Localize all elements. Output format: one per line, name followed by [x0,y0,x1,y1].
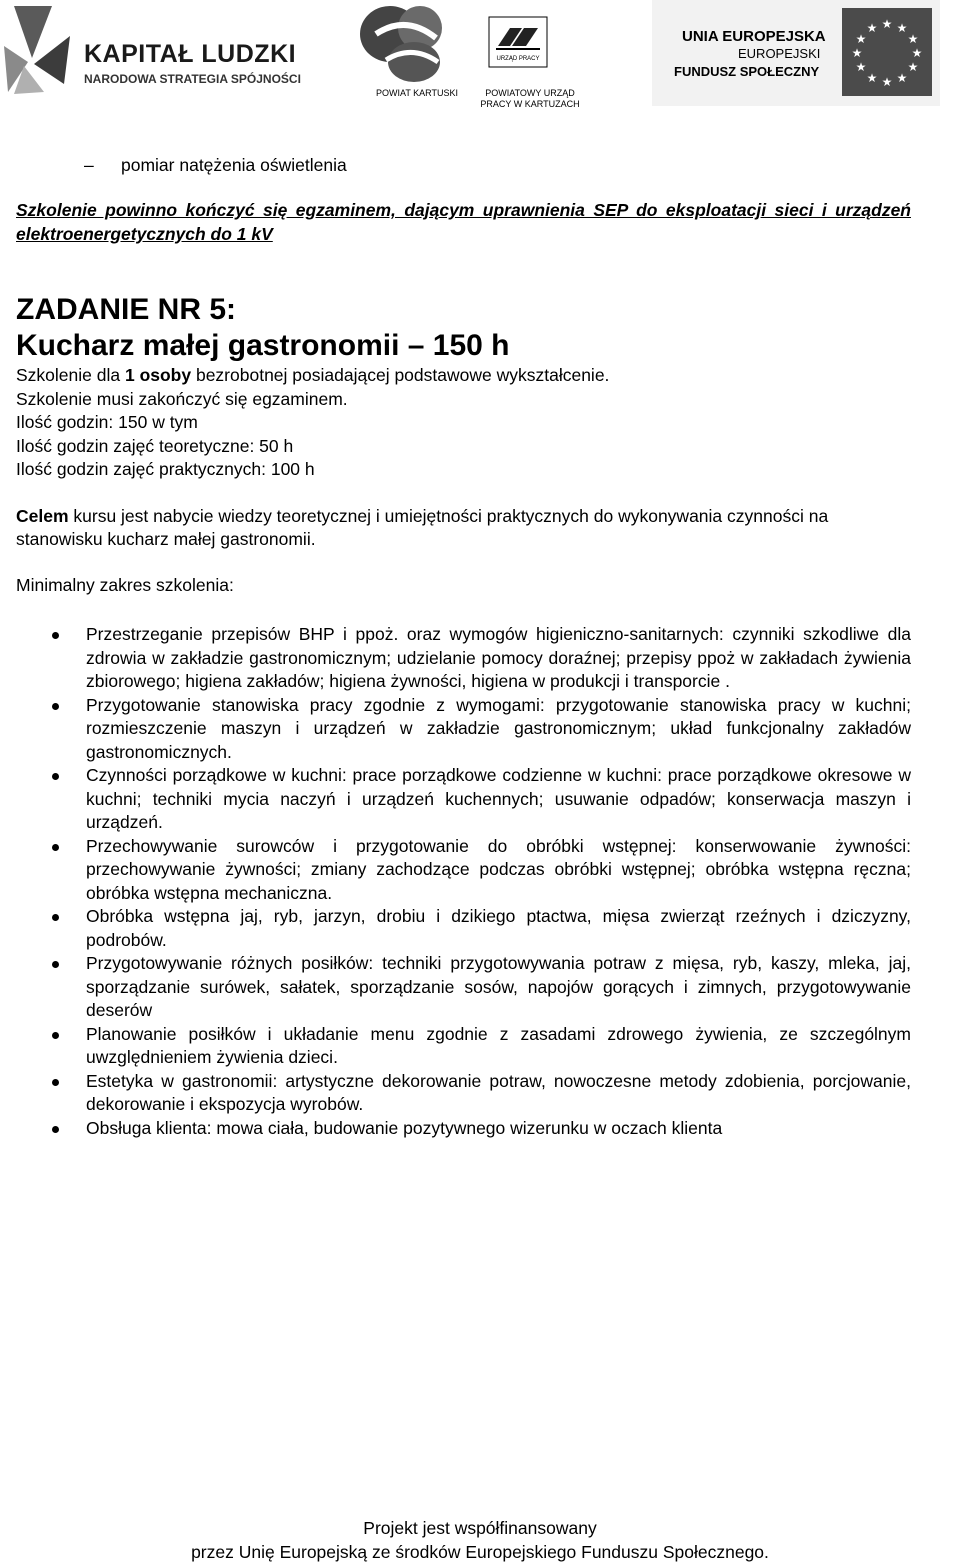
document-body [16,150,911,1140]
exam-line: Szkolenie musi zakończyć się egzaminem. [16,388,348,409]
dash-marker: – [84,155,94,175]
task-number: ZADANIE NR 5: [16,293,237,326]
bullet-icon [52,773,59,780]
bullet-icon [52,1032,59,1039]
scope-heading: Minimalny zakres szkolenia: [16,574,234,595]
participants-line [16,364,911,388]
svg-text:★: ★ [866,21,878,35]
footer-line-1: Projekt jest współfinansowany [363,1518,597,1538]
svg-text:★: ★ [907,60,919,74]
scope-item-text: Przygotowanie stanowiska pracy zgodnie z wymogami: przygotowanie stanowiska pracy w kuchni; rozmieszczenie maszyn i urządzeń w zakładzie gastronomicznym; układ funkcjonalny zakładów gastronomicznych. [86,694,911,762]
scope-list [16,623,911,1140]
svg-text:★: ★ [911,46,923,60]
participants-text-c: bezrobotnej posiadającej podstawowe wykształcenie. [191,365,610,385]
svg-text:★: ★ [881,75,893,89]
scope-item-text: Planowanie posiłków i układanie menu zgodnie z zasadami zdrowego żywienia, ze szczególnym uwzględnieniem żywienia dzieci. [86,1023,911,1067]
scope-item-text: Przechowywanie surowców i przygotowanie do obróbki wstępnej: konserwowanie żywności: przechowywanie żywności; zmiany zachodzące podczas obróbki wstępnej; obróbka wstępna ręczna; obróbka wstępna mechaniczna. [86,835,911,903]
total-hours-line: Ilość godzin: 150 w tym [16,412,198,432]
bullet-icon [52,1126,59,1133]
svg-text:★: ★ [866,71,878,85]
page-header [0,0,960,110]
bullet-icon [52,632,59,639]
bullet-icon [52,1079,59,1086]
svg-text:★: ★ [907,32,919,46]
bullet-icon [52,961,59,968]
bullet-icon [52,914,59,921]
course-goal-bold: Celem [16,505,69,526]
eu-line-3: FUNDUSZ SPOŁECZNY [674,64,820,79]
powiat-emblem-icon [356,4,466,88]
practice-hours-line: Ilość godzin zajęć praktycznych: 100 h [16,459,315,479]
urzad-pracy-logo [488,16,548,68]
scope-item [16,694,911,765]
footer-line-2: przez Unię Europejską ze środków Europejskiego Funduszu Społecznego. [191,1542,769,1562]
scope-item-text: Przestrzeganie przepisów BHP i ppoż. oraz wymogów higieniczno-sanitarnych: czynniki szkodliwe dla zdrowia w zakładzie gastronomicznym; udzielanie pomocy doraźnej; przepisy ppoż w zakładach żywienia zbiorowego; higiena zakładów; higiena żywności, higiena w produkcji i transporcie . [86,624,911,691]
pup-label: POWIATOWY URZĄD PRACY W KARTUZACH [480,88,580,109]
scope-item-text: Obsługa klienta: mowa ciała, budowanie pozytywnego wizerunku w oczach klienta [86,1117,723,1138]
scope-item [16,1023,911,1070]
participants-text-a: Szkolenie dla [16,365,125,385]
kapital-ludzki-logo [4,6,301,96]
kapital-ludzki-title: KAPITAŁ LUDZKI [84,40,297,68]
bullet-icon [52,844,59,851]
participants-count: 1 osoby [124,365,192,385]
eu-line-1: UNIA EUROPEJSKA [682,28,826,45]
urzad-pracy-icon [488,16,548,68]
eu-line-2: EUROPEJSKI [738,46,821,61]
kapital-ludzki-emblem-icon [4,6,74,96]
eu-flag-icon [842,8,932,96]
scope-item [16,1070,911,1117]
scope-item [16,952,911,1023]
svg-text:★: ★ [896,21,908,35]
scope-item [16,835,911,906]
sep-requirement-note: Szkolenie powinno kończyć się egzaminem, dającym uprawnienia SEP do eksploatacji sieci i urządzeń elektroenergetycznych do 1 kV [16,200,911,244]
page-footer [0,1516,960,1564]
intro-item-text: pomiar natężenia oświetlenia [121,155,347,175]
theory-hours-line: Ilość godzin zajęć teoretyczne: 50 h [16,435,294,456]
svg-text:★: ★ [851,46,863,60]
urzad-pracy-sign: URZĄD PRACY [496,56,540,62]
svg-text:★: ★ [896,71,908,85]
powiat-label: POWIAT KARTUSKI [376,88,459,98]
scope-item-text: Estetyka w gastronomii: artystyczne dekorowanie potraw, nowoczesne metody zdobienia, porcjowanie, dekorowanie i ekspozycja wyrobów. [86,1070,911,1114]
task-name: Kucharz małej gastronomii – 150 h [16,329,510,362]
scope-item [16,905,911,952]
scope-item [16,623,911,694]
scope-item-text: Czynności porządkowe w kuchni: prace porządkowe codzienne w kuchni: prace porządkowe okresowe w kuchni; techniki mycia naczyń i urządzeń kuchennych; usuwanie odpadów; konserwacja maszyn i urządzeń. [86,765,911,832]
course-goal-text: kursu jest nabycie wiedzy teoretycznej i umiejętności praktycznych do wykonywania czynności na stanowisku kucharz małej gastronomii. [16,505,829,549]
course-goal [16,505,911,552]
bullet-icon [52,703,59,710]
svg-text:★: ★ [855,32,867,46]
scope-item [16,1117,911,1141]
kapital-ludzki-subtitle: NARODOWA STRATEGIA SPÓJNOŚCI [84,72,301,86]
intro-list-item [16,150,911,180]
scope-item [16,764,911,835]
scope-item-text: Obróbka wstępna jaj, ryb, jarzyn, drobiu i dzikiego ptactwa, mięsa zwierząt rzeźnych i dziczyzny, podrobów. [86,906,911,950]
eu-logo [652,0,940,106]
svg-text:★: ★ [855,60,867,74]
svg-text:★: ★ [881,17,893,31]
scope-item-text: Przygotowywanie różnych posiłków: techniki przygotowywania potraw z mięsa, ryb, kaszy, mleka, jaj, sporządzanie surówek, sałatek, sporządzanie sosów, napojów gorących i zimnych, przygotowywanie deserów [86,953,911,1020]
task-heading [16,292,911,364]
